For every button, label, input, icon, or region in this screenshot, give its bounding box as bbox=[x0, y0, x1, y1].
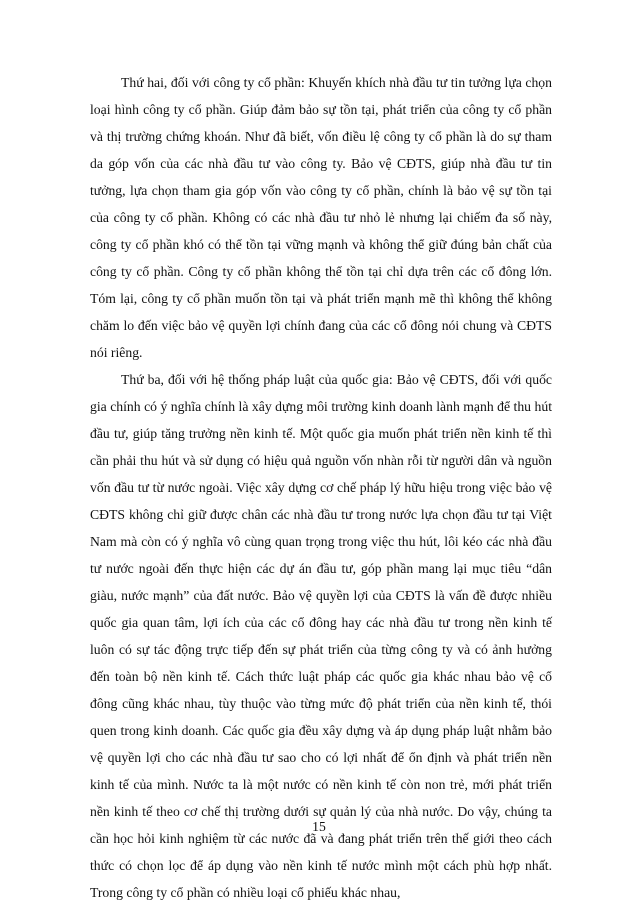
page-body bbox=[90, 69, 552, 906]
paragraph-thu-ba: Thứ ba, đối với hệ thống pháp luật của quốc gia: Bảo vệ CĐTS, đối với quốc gia chính có ý nghĩa chính là xây dựng môi trường kinh doanh lành mạnh để thu hút đầu tư, giúp tăng trưởng nền kinh tế. Một quốc gia muốn phát triển nền kinh tế thì cần phải thu hút và sử dụng có hiệu quả nguồn vốn nhàn rỗi từ người dân và nguồn vốn đầu tư từ nước ngoài. Việc xây dựng cơ chế pháp lý hữu hiệu trong việc bảo vệ CĐTS không chỉ giữ được chân các nhà đầu tư trong nước lựa chọn đầu tư tại Việt Nam mà còn có ý nghĩa vô cùng quan trọng trong việc thu hút, lôi kéo các nhà đầu tư nước ngoài đến thực hiện các dự án đầu tư, góp phần mang lại mục tiêu “dân giàu, nước mạnh” của đất nước. Bảo vệ quyền lợi của CĐTS là vấn đề được nhiều quốc gia quan tâm, lợi ích của các cổ đông hay các nhà đầu tư trong nền kinh tế luôn có sự tác động trực tiếp đến sự phát triển của từng công ty và có ảnh hưởng đến toàn bộ nền kinh tế. Cách thức luật pháp các quốc gia khác nhau bảo vệ cổ đông cũng khác nhau, tùy thuộc vào từng mức độ phát triển của nền kinh tế, thói quen trong kinh doanh. Các quốc gia đều xây dựng và áp dụng pháp luật nhằm bảo vệ quyền lợi cho các nhà đầu tư sao cho có lợi nhất để ổn định và phát triển nền kinh tế của mình. Nước ta là một nước có nền kinh tế còn non trẻ, mới phát triển nền kinh tế theo cơ chế thị trường dưới sự quản lý của nhà nước. Do vậy, chúng ta cần học hỏi kinh nghiệm từ các nước đã và đang phát triển trên thế giới theo cách thức có chọn lọc để áp dụng vào nền kinh tế nước mình một cách phù hợp nhất. Trong công ty cổ phần có nhiều loại cổ phiếu khác nhau, bbox=[90, 372, 552, 900]
paragraph-thu-hai: Thứ hai, đối với công ty cổ phần: Khuyến khích nhà đầu tư tin tưởng lựa chọn loại hình công ty cổ phần. Giúp đảm bảo sự tồn tại, phát triển của công ty cổ phần và thị trường chứng khoán. Như đã biết, vốn điều lệ công ty cổ phần là do sự tham da góp vốn của các nhà đầu tư vào công ty. Bảo vệ CĐTS, giúp nhà đầu tư tin tưởng, lựa chọn tham gia góp vốn vào công ty cổ phần, chính là bảo vệ sự tồn tại của công ty cổ phần. Không có các nhà đầu tư nhỏ lẻ nhưng lại chiếm đa số này, công ty cổ phần khó có thể tồn tại vững mạnh và không thể giữ đúng bản chất của công ty cổ phần. Công ty cổ phần không thể tồn tại chỉ dựa trên các cổ đông lớn. Tóm lại, công ty cổ phần muốn tồn tại và phát triển mạnh mẽ thì không thể không chăm lo đến việc bảo vệ quyền lợi chính đang của các cổ đông nói chung và CĐTS nói riêng. bbox=[90, 75, 552, 360]
page-number: 15 bbox=[312, 819, 326, 834]
